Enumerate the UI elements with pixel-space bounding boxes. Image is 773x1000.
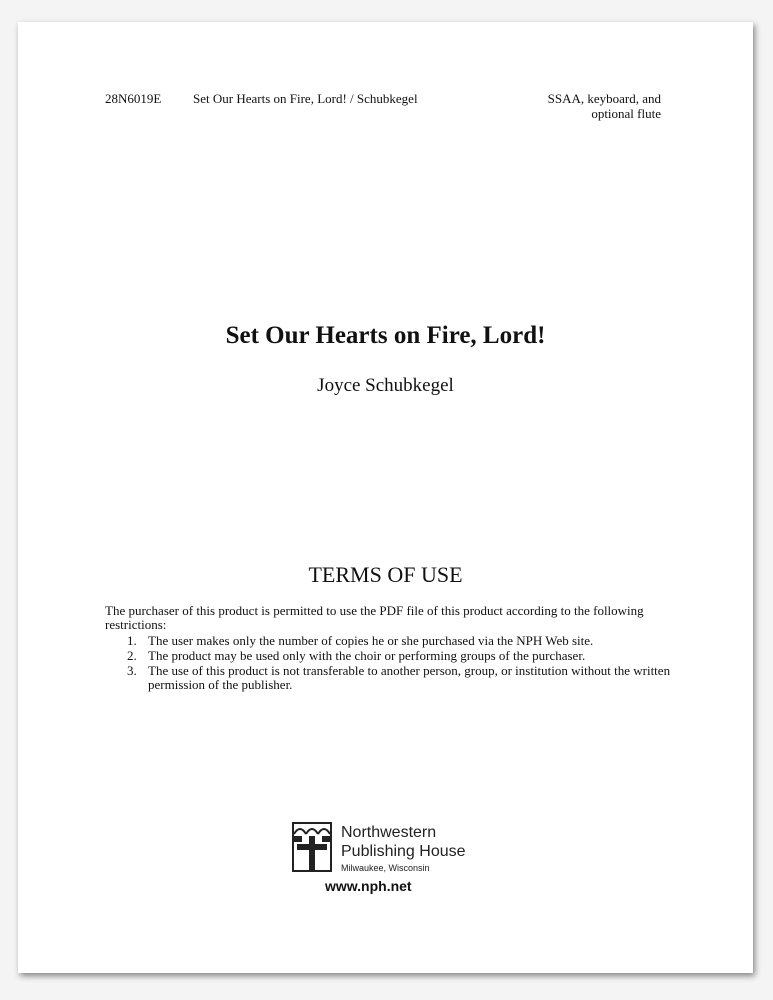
header-title: Set Our Hearts on Fire, Lord! / Schubkegel [193, 91, 418, 106]
voicing [441, 91, 661, 121]
list-item-number: 1. [127, 633, 137, 648]
list-item-text: The product may be used only with the choir or performing groups of the purchaser. [148, 648, 586, 663]
list-item [105, 649, 685, 663]
page-title: Set Our Hearts on Fire, Lord! [225, 322, 546, 349]
terms-list [105, 634, 685, 693]
terms-intro: The purchaser of this product is permitted to use the PDF file of this product according to the following restrictions: [105, 603, 644, 632]
list-item [105, 634, 685, 648]
voicing-line-1: SSAA, keyboard, and [547, 91, 661, 106]
composer-name: Joyce Schubkegel [317, 375, 454, 396]
publisher-city: Milwaukee, Wisconsin [341, 863, 430, 873]
list-item [105, 664, 685, 692]
publisher-logo [292, 822, 492, 902]
terms-heading: TERMS OF USE [308, 562, 463, 587]
publisher-name-line-1: Northwestern [341, 824, 437, 841]
list-item-number: 3. [127, 663, 137, 678]
document-page [18, 22, 753, 973]
publisher-name-line-2: Publishing House [341, 843, 466, 860]
nph-cross-logo-icon [292, 822, 332, 872]
voicing-line-2: optional flute [591, 106, 661, 121]
list-item-text: The user makes only the number of copies he or she purchased via the NPH Web site. [148, 633, 594, 648]
list-item-number: 2. [127, 648, 137, 663]
list-item-text: The use of this product is not transferable to another person, group, or institution without the written permission of the publisher. [148, 663, 671, 692]
publisher-url[interactable]: www.nph.net [325, 878, 412, 894]
catalog-code: 28N6019E [105, 91, 162, 106]
